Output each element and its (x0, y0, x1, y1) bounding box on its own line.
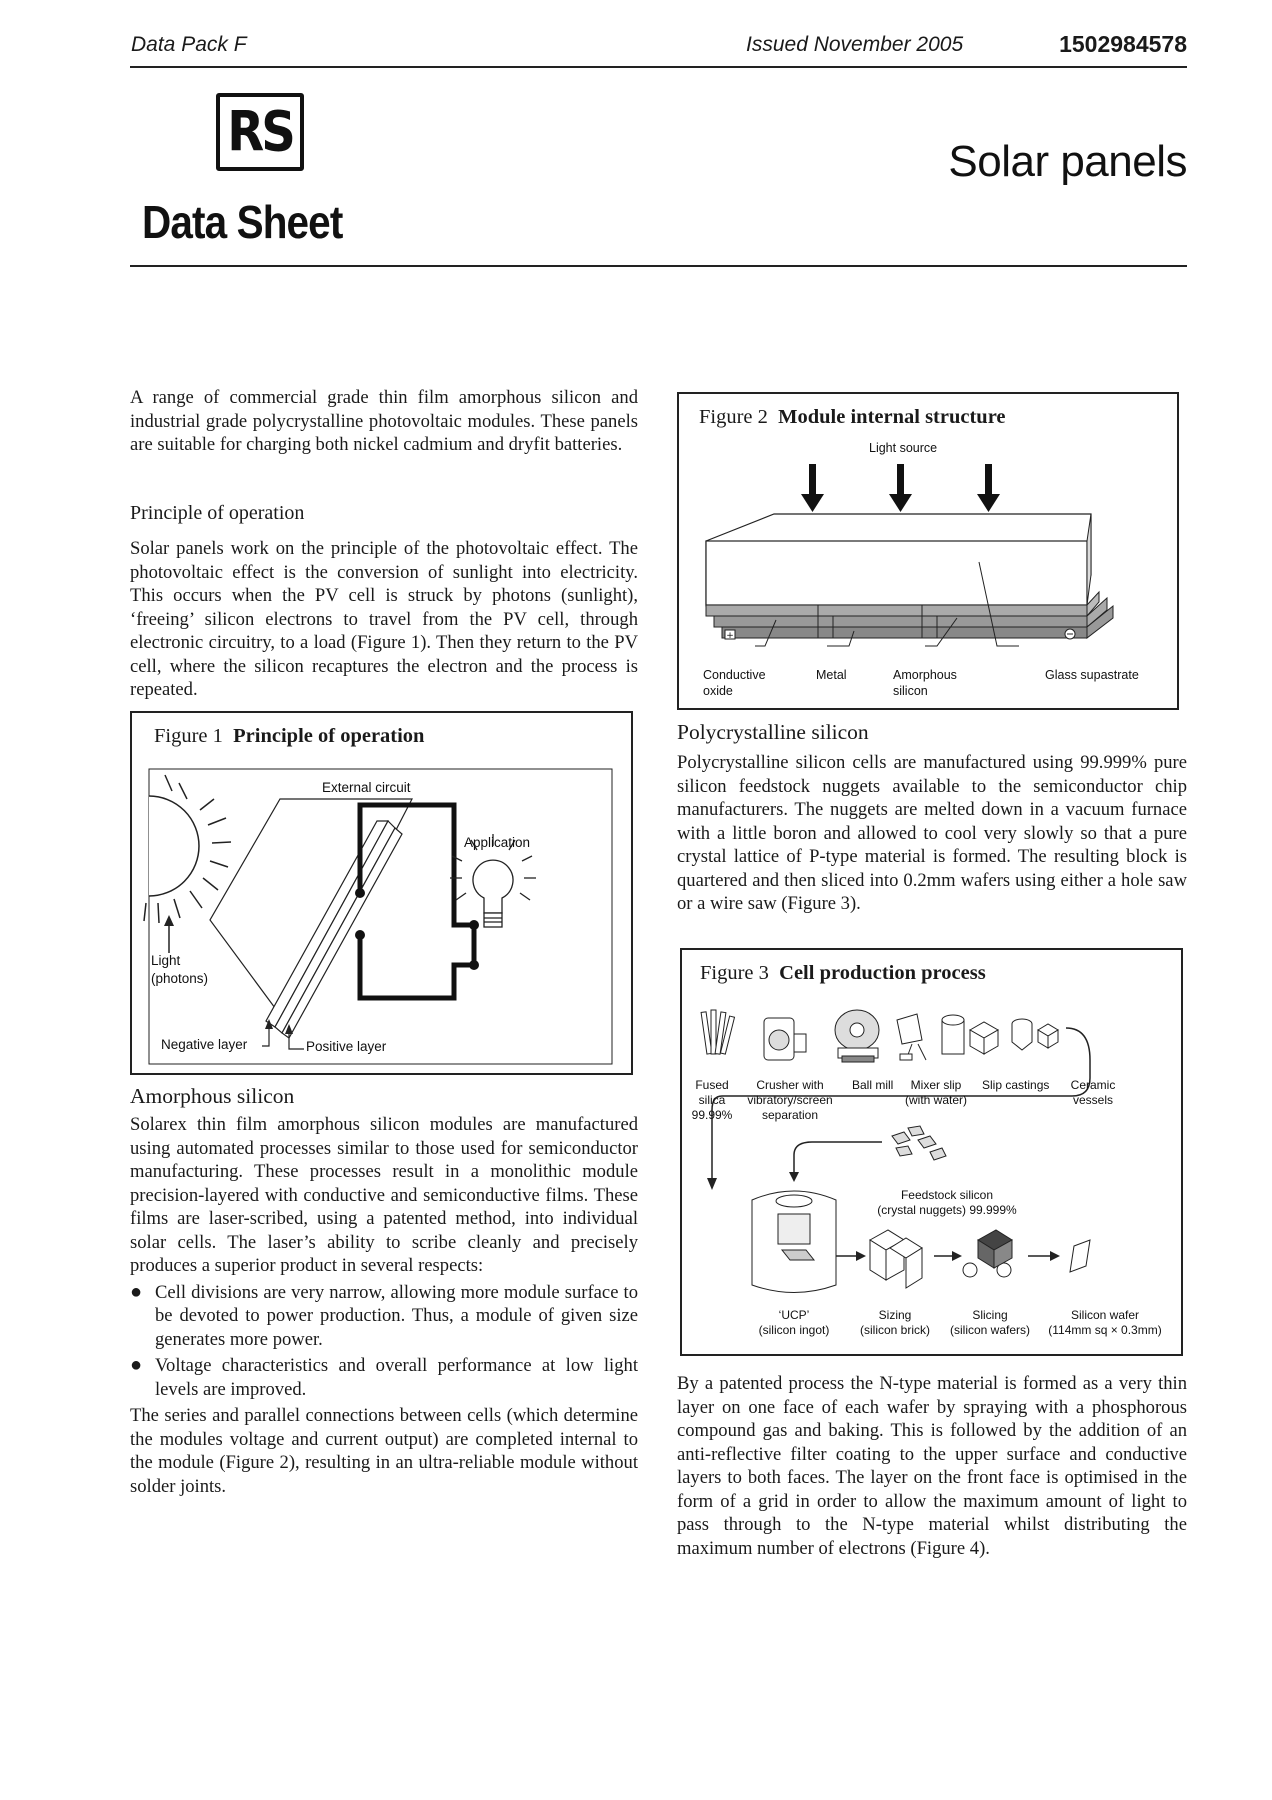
label-fused-line1: Fused (695, 1078, 729, 1092)
intro-paragraph (130, 386, 638, 457)
metal-layer (722, 627, 1087, 638)
label-sizing-line1: Sizing (878, 1308, 912, 1322)
label-sizing-line2: (silicon brick) (859, 1323, 930, 1337)
label-photons: (photons) (151, 971, 209, 986)
light-arrows-icon (801, 464, 1000, 512)
figure-3-diagram (682, 950, 1181, 1354)
silicon-brick-icon (870, 1230, 922, 1288)
label-slicing-line1: Slicing (972, 1308, 1008, 1322)
amorphous-section (130, 1113, 638, 1498)
label-ceramic-line1: Ceramic (1070, 1078, 1116, 1092)
label-positive-layer: Positive layer (306, 1039, 387, 1054)
label-silicon: silicon (893, 684, 928, 698)
principle-paragraph (130, 537, 638, 702)
data-sheet-label: Data Sheet (142, 196, 343, 248)
glass-front-face (706, 541, 1087, 605)
svg-text:+: + (726, 631, 734, 641)
label-oxide: oxide (703, 684, 733, 698)
flow-arrowhead-5 (856, 1251, 866, 1261)
header-issue-date: Issued November 2005 (746, 33, 964, 56)
label-feedstock-line1: Feedstock silicon (900, 1188, 994, 1202)
label-ceramic-line2: vessels (1072, 1093, 1113, 1107)
flow-arrowhead-2 (789, 1172, 799, 1182)
label-slicing (942, 1308, 1038, 1338)
figure-3 (680, 948, 1183, 1356)
label-ucp-line1: ‘UCP’ (778, 1308, 810, 1322)
ntype-paragraph (677, 1372, 1187, 1560)
label-feedstock-line2: (crystal nuggets) 99.999% (877, 1203, 1017, 1217)
header-rule (130, 66, 1187, 68)
header-stock-number: 1502984578 (1059, 31, 1187, 57)
conductive-oxide-layer (706, 605, 1087, 616)
label-external-circuit: External circuit (322, 780, 411, 795)
rs-logo (216, 93, 304, 171)
polycrystalline-paragraph (677, 751, 1187, 916)
figure-1-title: Principle of operation (233, 725, 425, 747)
feedstock-nuggets-icon (892, 1126, 946, 1160)
figure-1 (130, 711, 633, 1075)
mixer-slip-icon (897, 1014, 926, 1060)
figure-1-number: Figure 1 (154, 725, 223, 747)
process-flow-arrow-2 (794, 1142, 882, 1176)
crusher-icon (764, 1018, 806, 1060)
intro-text: A range of commercial grade thin film amorphous silicon and industrial grade polycrystalline photovoltaic modules. These panels are suitable for charging both nickel cadmium and dryfit batteries. (130, 387, 638, 455)
label-crusher (742, 1078, 838, 1123)
circuit-node-bottom (355, 930, 365, 940)
label-ceramic-vessels (1064, 1078, 1122, 1108)
silicon-wafer-icon (1070, 1240, 1090, 1272)
label-silicon-wafer (1040, 1308, 1170, 1338)
figure-3-number: Figure 3 (700, 962, 769, 984)
figure-1-diagram (132, 713, 631, 1073)
circuit-node-lamp-a (469, 920, 479, 930)
label-application: Application (464, 835, 531, 850)
circuit-node-lamp-b (469, 960, 479, 970)
label-fused-line3: 99.99% (691, 1108, 733, 1122)
rs-logo-text: RS (227, 99, 293, 165)
flow-arrowhead-4 (1050, 1251, 1060, 1261)
amorphous-bullets (130, 1281, 638, 1402)
amorphous-heading: Amorphous silicon (130, 1084, 295, 1108)
label-wafer-line2: (114mm sq × 0.3mm) (1048, 1323, 1162, 1337)
label-sizing (850, 1308, 940, 1338)
label-crusher-line1: Crusher with (756, 1078, 824, 1092)
label-light: Light (151, 953, 181, 968)
label-fused-line2: silica (698, 1093, 726, 1107)
figure-2-title: Module internal structure (778, 406, 1006, 428)
label-conductive: Conductive (703, 668, 766, 682)
label-ucp-line2: (silicon ingot) (758, 1323, 830, 1337)
label-feedstock (862, 1188, 1032, 1218)
label-mixer-line2: (with water) (904, 1093, 967, 1107)
label-metal: Metal (816, 668, 847, 682)
light-arrow-icon (164, 915, 174, 953)
polycrystalline-heading: Polycrystalline silicon (677, 720, 869, 744)
label-wafer-line1: Silicon wafer (1070, 1308, 1140, 1322)
page-title: Solar panels (948, 137, 1187, 186)
slicing-saw-icon (963, 1230, 1012, 1277)
label-ball-mill: Ball mill (852, 1078, 894, 1092)
amorphous-text: Solarex thin film amorphous silicon modules are manufactured using automated processes similar to those used for semiconductor manufacturing. These processes result in a monolithic module precision-layered with conductive and semiconductive films. These films are laser-scribed, using a patented method, into individual solar cells. The laser’s ability to scribe cleanly and precisely produces a superior product in several respects: (130, 1114, 638, 1276)
figure-3-title: Cell production process (779, 962, 986, 984)
label-slicing-line2: (silicon wafers) (949, 1323, 1030, 1337)
bullet-item: ● Voltage characteristics and overall performance at low light levels are improved. (130, 1354, 638, 1401)
ball-mill-icon (835, 1010, 879, 1062)
label-crusher-line2: vibratory/screen (747, 1093, 833, 1107)
title-rule (130, 265, 1187, 267)
figure-2-number: Figure 2 (699, 406, 768, 428)
negative-terminal-icon (1065, 629, 1075, 639)
principle-heading: Principle of operation (130, 502, 305, 524)
label-crusher-line3: separation (761, 1108, 819, 1122)
amorphous-closing-text: The series and parallel connections between cells (which determine the modules voltage and current output) are completed internal to the module (Figure 2), resulting in an ultra-reliable module without solder joints. (130, 1405, 638, 1497)
ceramic-vessels-icon (1012, 1019, 1058, 1050)
label-ucp (744, 1308, 844, 1338)
circuit-node-top (355, 888, 365, 898)
polycrystalline-text: Polycrystalline silicon cells are manufactured using 99.999% pure silicon feedstock nuggets available to the semiconductor chip manufacturers. The nuggets are melted down in a vacuum furnace with a little boron and allowed to cool very slowly so that a pure crystal lattice of P-type material is formed. The resulting block is quartered and then sliced into 0.2mm wafers using either a hole saw or a wire saw (Figure 3). (677, 752, 1187, 914)
label-mixer-slip (896, 1078, 976, 1108)
label-light-source: Light source (869, 441, 938, 455)
bullet-item: ● Cell divisions are very narrow, allowing more module surface to be devoted to power production. Thus, a module of given size generates more power. (130, 1281, 638, 1352)
principle-text: Solar panels work on the principle of the photovoltaic effect. The photovoltaic effect is the conversion of sunlight into electricity. This occurs when the PV cell is struck by photons (sunlight), ‘freeing’ silicon electrons to travel from the PV cell, through electronic circuitry, to a load (Figure 1). Then they return to the PV cell, where the silicon recaptures the electron and the process is repeated. (130, 538, 638, 700)
flow-arrowhead-3 (952, 1251, 962, 1261)
fused-silica-icon (701, 1010, 734, 1054)
label-mixer-line1: Mixer slip (910, 1078, 962, 1092)
label-slip-castings: Slip castings (982, 1078, 1050, 1092)
ntype-text: By a patented process the N-type material is formed as a very thin layer on one face of each wafer by spraying with a phosphorous compound gas and baking. This is followed by the addition of an anti-reflective filter coating to the upper surface and conductive layers to both faces. The layer on the front face is optimised in the form of a grid in order to allow the maximum amount of light to pass through to the N-type material whilst distributing the maximum number of electrons (Figure 4). (677, 1373, 1187, 1559)
label-fused-silica (688, 1078, 736, 1123)
label-negative-layer: Negative layer (161, 1037, 248, 1052)
ucp-ingot-icon (752, 1191, 836, 1293)
label-glass-supastrate: Glass supastrate (1045, 668, 1139, 682)
label-amorphous: Amorphous (893, 668, 957, 682)
figure-2 (677, 392, 1179, 710)
slip-castings-icon (942, 1015, 998, 1054)
amorphous-silicon-layer (714, 616, 1087, 627)
header-doc-series: Data Pack F (131, 33, 247, 56)
sun-icon (144, 775, 231, 923)
positive-terminal-icon (725, 630, 735, 641)
flow-arrowhead-1 (707, 1178, 717, 1190)
